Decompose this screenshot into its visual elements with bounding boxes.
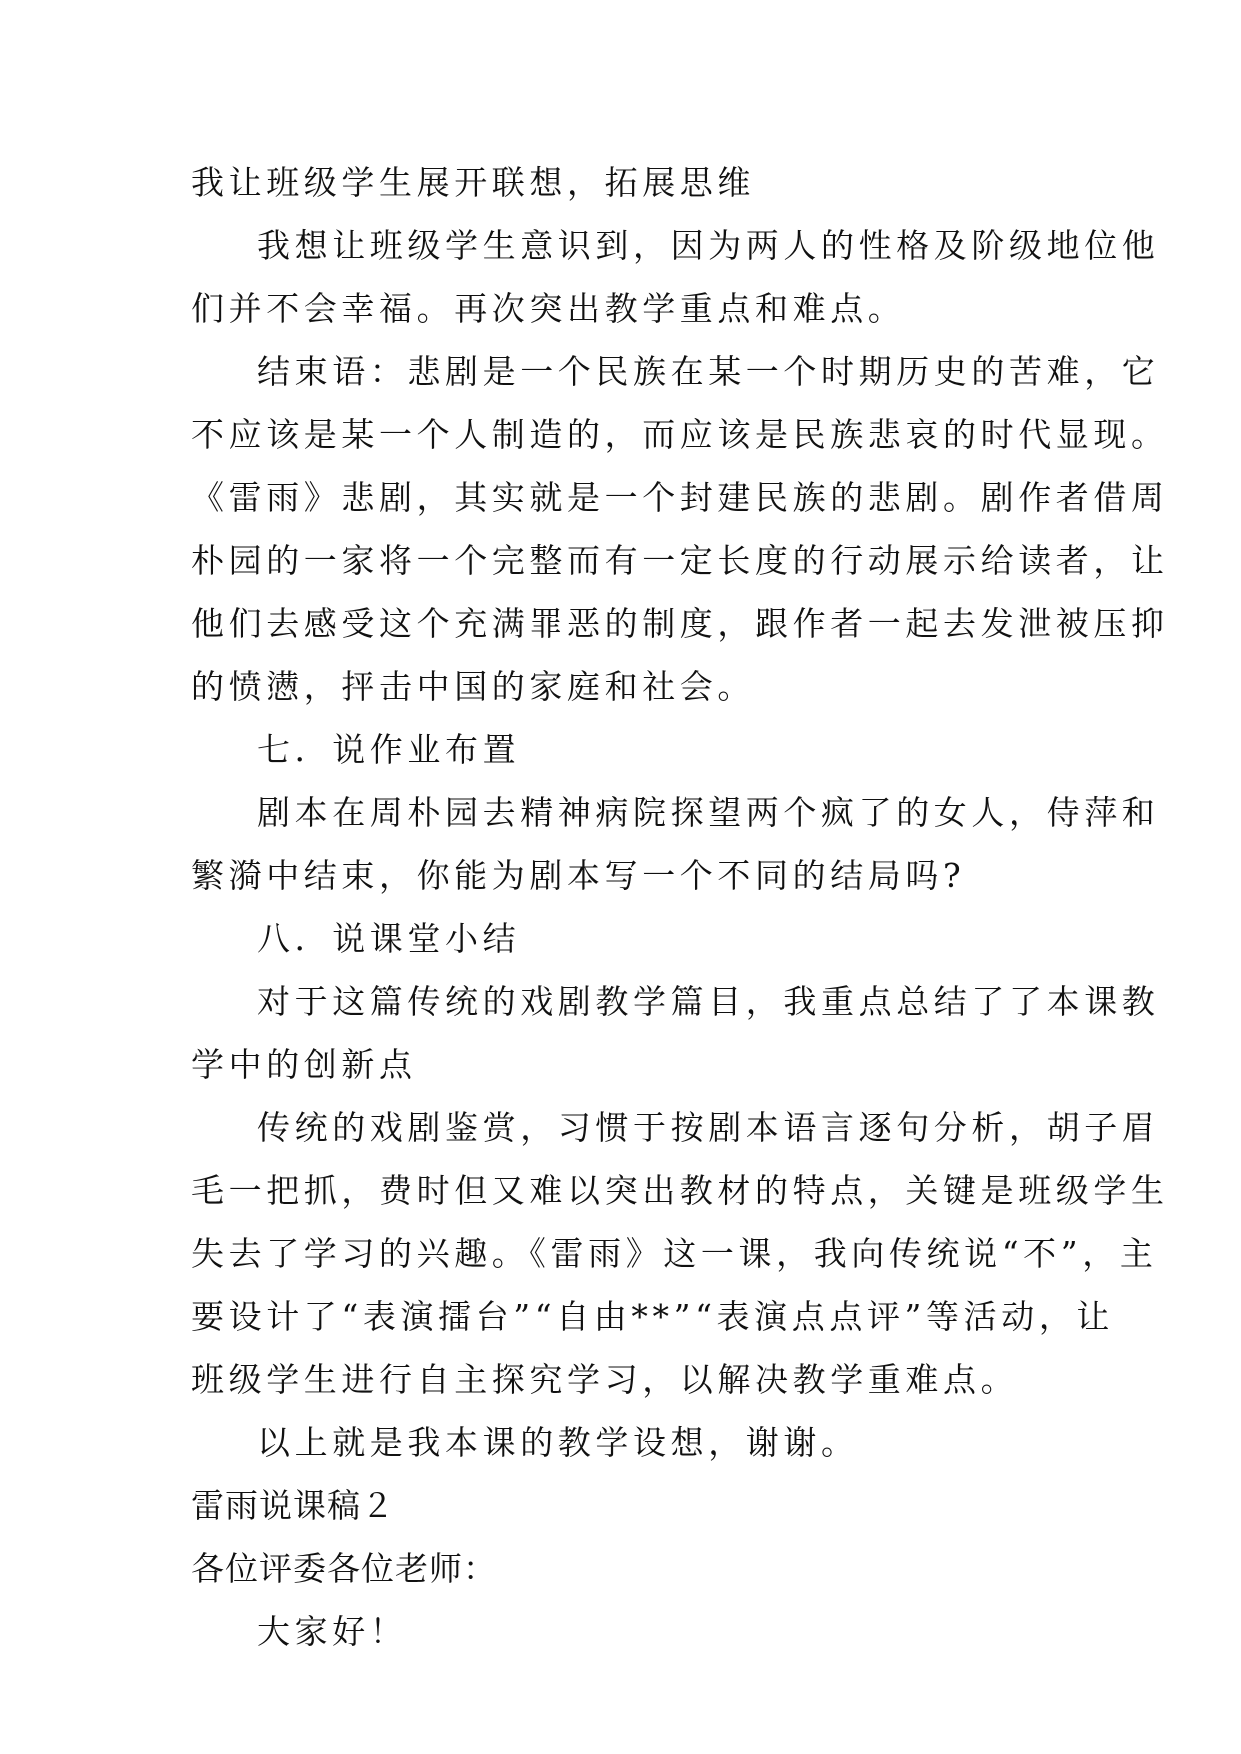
text-line: 剧本在周朴园去精神病院探望两个疯了的女人，侍萍和	[257, 793, 1160, 832]
text-line: 的愤懑，抨击中国的家庭和社会。	[191, 667, 755, 706]
text-line: 失去了学习的兴趣。《雷雨》这一课，我向传统说“不”，主	[191, 1234, 1158, 1273]
document-title: 雷雨说课稿２	[191, 1486, 395, 1525]
text-line: 繁漪中结束，你能为剧本写一个不同的结局吗?	[191, 856, 966, 895]
section-heading: 八．说课堂小结	[257, 919, 521, 958]
greeting: 大家好！	[257, 1612, 408, 1651]
text-line: 对于这篇传统的戏剧教学篇目，我重点总结了了本课教	[257, 982, 1160, 1021]
text-line: 毛一把抓，费时但又难以突出教材的特点，关键是班级学生	[191, 1171, 1169, 1210]
text-line: 不应该是某一个人制造的，而应该是民族悲哀的时代显现。	[191, 415, 1169, 454]
text-line: 们并不会幸福。再次突出教学重点和难点。	[191, 289, 906, 328]
text-line: 我想让班级学生意识到，因为两人的性格及阶级地位他	[257, 226, 1160, 265]
text-line: 班级学生进行自主探究学习，以解决教学重难点。	[191, 1360, 1019, 1399]
section-heading: 七．说作业布置	[257, 730, 521, 769]
salutation: 各位评委各位老师：	[191, 1549, 497, 1588]
text-line: 朴园的一家将一个完整而有一定长度的行动展示给读者，让	[191, 541, 1169, 580]
text-line: 传统的戏剧鉴赏，习惯于按剧本语言逐句分析，胡子眉	[257, 1108, 1160, 1147]
text-line: 学中的创新点	[191, 1045, 417, 1084]
text-line: 要设计了“表演擂台”“自由**”“表演点点评”等活动，让	[191, 1297, 1115, 1336]
text-line: 他们去感受这个充满罪恶的制度，跟作者一起去发泄被压抑	[191, 604, 1169, 643]
text-line: 结束语：悲剧是一个民族在某一个时期历史的苦难，它	[257, 352, 1160, 391]
text-line: 以上就是我本课的教学设想，谢谢。	[257, 1423, 859, 1462]
text-line: 《雷雨》悲剧，其实就是一个封建民族的悲剧。剧作者借周	[191, 478, 1169, 517]
text-line: 我让班级学生展开联想，拓展思维	[191, 163, 755, 202]
